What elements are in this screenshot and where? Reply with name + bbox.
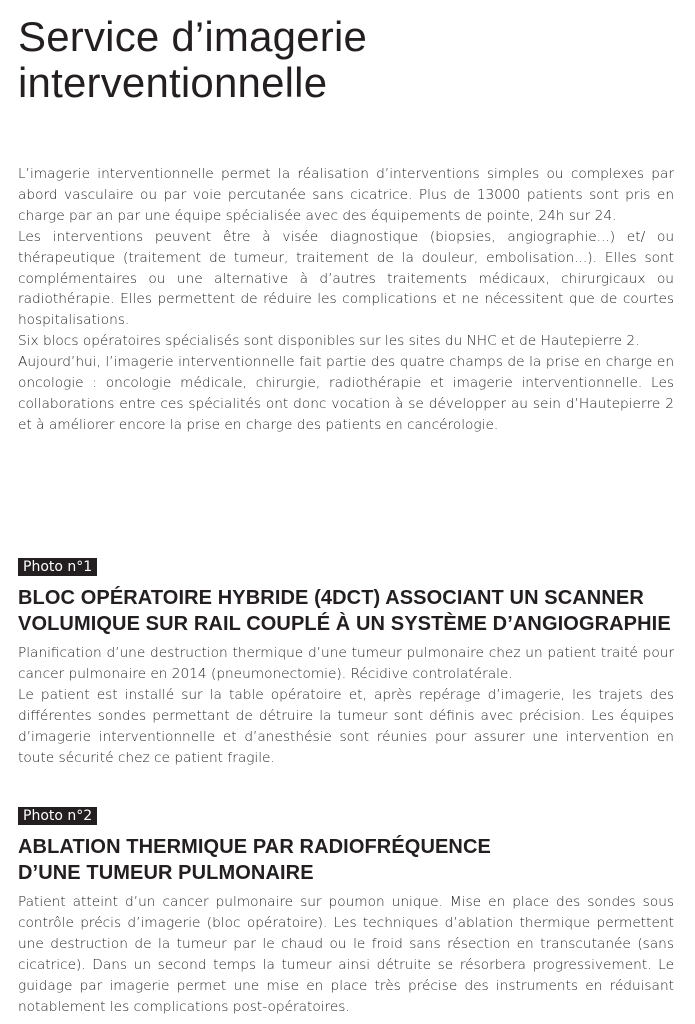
title-line-2: interventionnelle — [18, 59, 328, 106]
title-line-1: Service d’imagerie — [18, 13, 368, 60]
photo-1-section — [18, 556, 674, 768]
document-page — [18, 13, 674, 1015]
photo-1-heading — [18, 585, 674, 637]
photo-2-heading — [18, 834, 674, 886]
intro-paragraph-3: Six blocs opératoires spécialisés sont disponibles sur les sites du NHC et de Hautepierre 2. — [18, 333, 640, 350]
photo-1-paragraph-2: Le patient est installé sur la table opératoire et, après repérage d’imagerie, les trajets des différentes sondes permettant de détruire la tumeur sont définis avec précision. Les équipes d’imagerie interventionnelle et d’anesthésie sont réunies pour assurer une intervention en toute sécurité chez ce patient fragile. — [18, 686, 674, 766]
intro-section — [18, 164, 674, 436]
photo-2-tag: Photo n°2 — [18, 807, 97, 825]
intro-paragraph-4: Aujourd’hui, l’imagerie interventionnelle fait partie des quatre champs de la prise en charge en oncologie : oncologie médicale, chirurgie, radiothérapie et imagerie interventionnelle. Les collaborations entre ces spécialités ont donc vocation à se développer au sein d’Hautepierre 2 et à améliorer encore la prise en charge des patients en cancérologie. — [18, 354, 674, 433]
photo-1-paragraph-1: Planification d’une destruction thermique d’une tumeur pulmonaire chez un patient traité pour cancer pulmonaire en 2014 (pneumonectomie). Récidive controlatérale. — [18, 645, 674, 682]
photo-2-paragraph-1: Patient atteint d’un cancer pulmonaire sur poumon unique. Mise en place des sondes sous contrôle précis d’imagerie (bloc opératoire). Les techniques d’ablation thermique permettent une destruction de la tumeur par le chaud ou le froid sans résection en transcutanée (sans cicatrice). Dans un second temps la tumeur ainsi détruite se résorbera progressivement. Le guidage par imagerie permet une mise en place très précise des instruments en réduisant notablement les complications post-opératoires. — [18, 894, 674, 1015]
photo-1-tag: Photo n°1 — [18, 558, 97, 576]
photo-1-heading-line-1: BLOC OPÉRATOIRE HYBRIDE (4DCT) ASSOCIANT UN SCANNER — [18, 587, 644, 609]
photo-2-section — [18, 805, 674, 1017]
page-title — [18, 14, 674, 106]
intro-paragraph-1: L’imagerie interventionnelle permet la réalisation d’interventions simples ou complexes par abord vasculaire ou par voie percutanée sans cicatrice. Plus de 13000 patients sont pris en charge par an par une équipe spécialisée avec des équipements de pointe, 24h sur 24. — [18, 166, 674, 224]
intro-paragraph-2: Les interventions peuvent être à visée diagnostique (biopsies, angiographie...) et/ ou thérapeutique (traitement de tumeur, traitement de la douleur, embolisation...). Elles sont complémentaires ou une alternative à d’autres traitements médicaux, chirurgicaux ou radiothérapie. Elles permettent de réduire les complications et ne nécessitent que de courtes hospitalisations. — [18, 228, 674, 329]
photo-2-heading-line-2: D’UNE TUMEUR PULMONAIRE — [18, 862, 314, 884]
photo-1-heading-line-2: VOLUMIQUE SUR RAIL COUPLÉ À UN SYSTÈME D’ANGIOGRAPHIE — [18, 613, 671, 635]
photo-2-heading-line-1: ABLATION THERMIQUE PAR RADIOFRÉQUENCE — [18, 836, 491, 858]
